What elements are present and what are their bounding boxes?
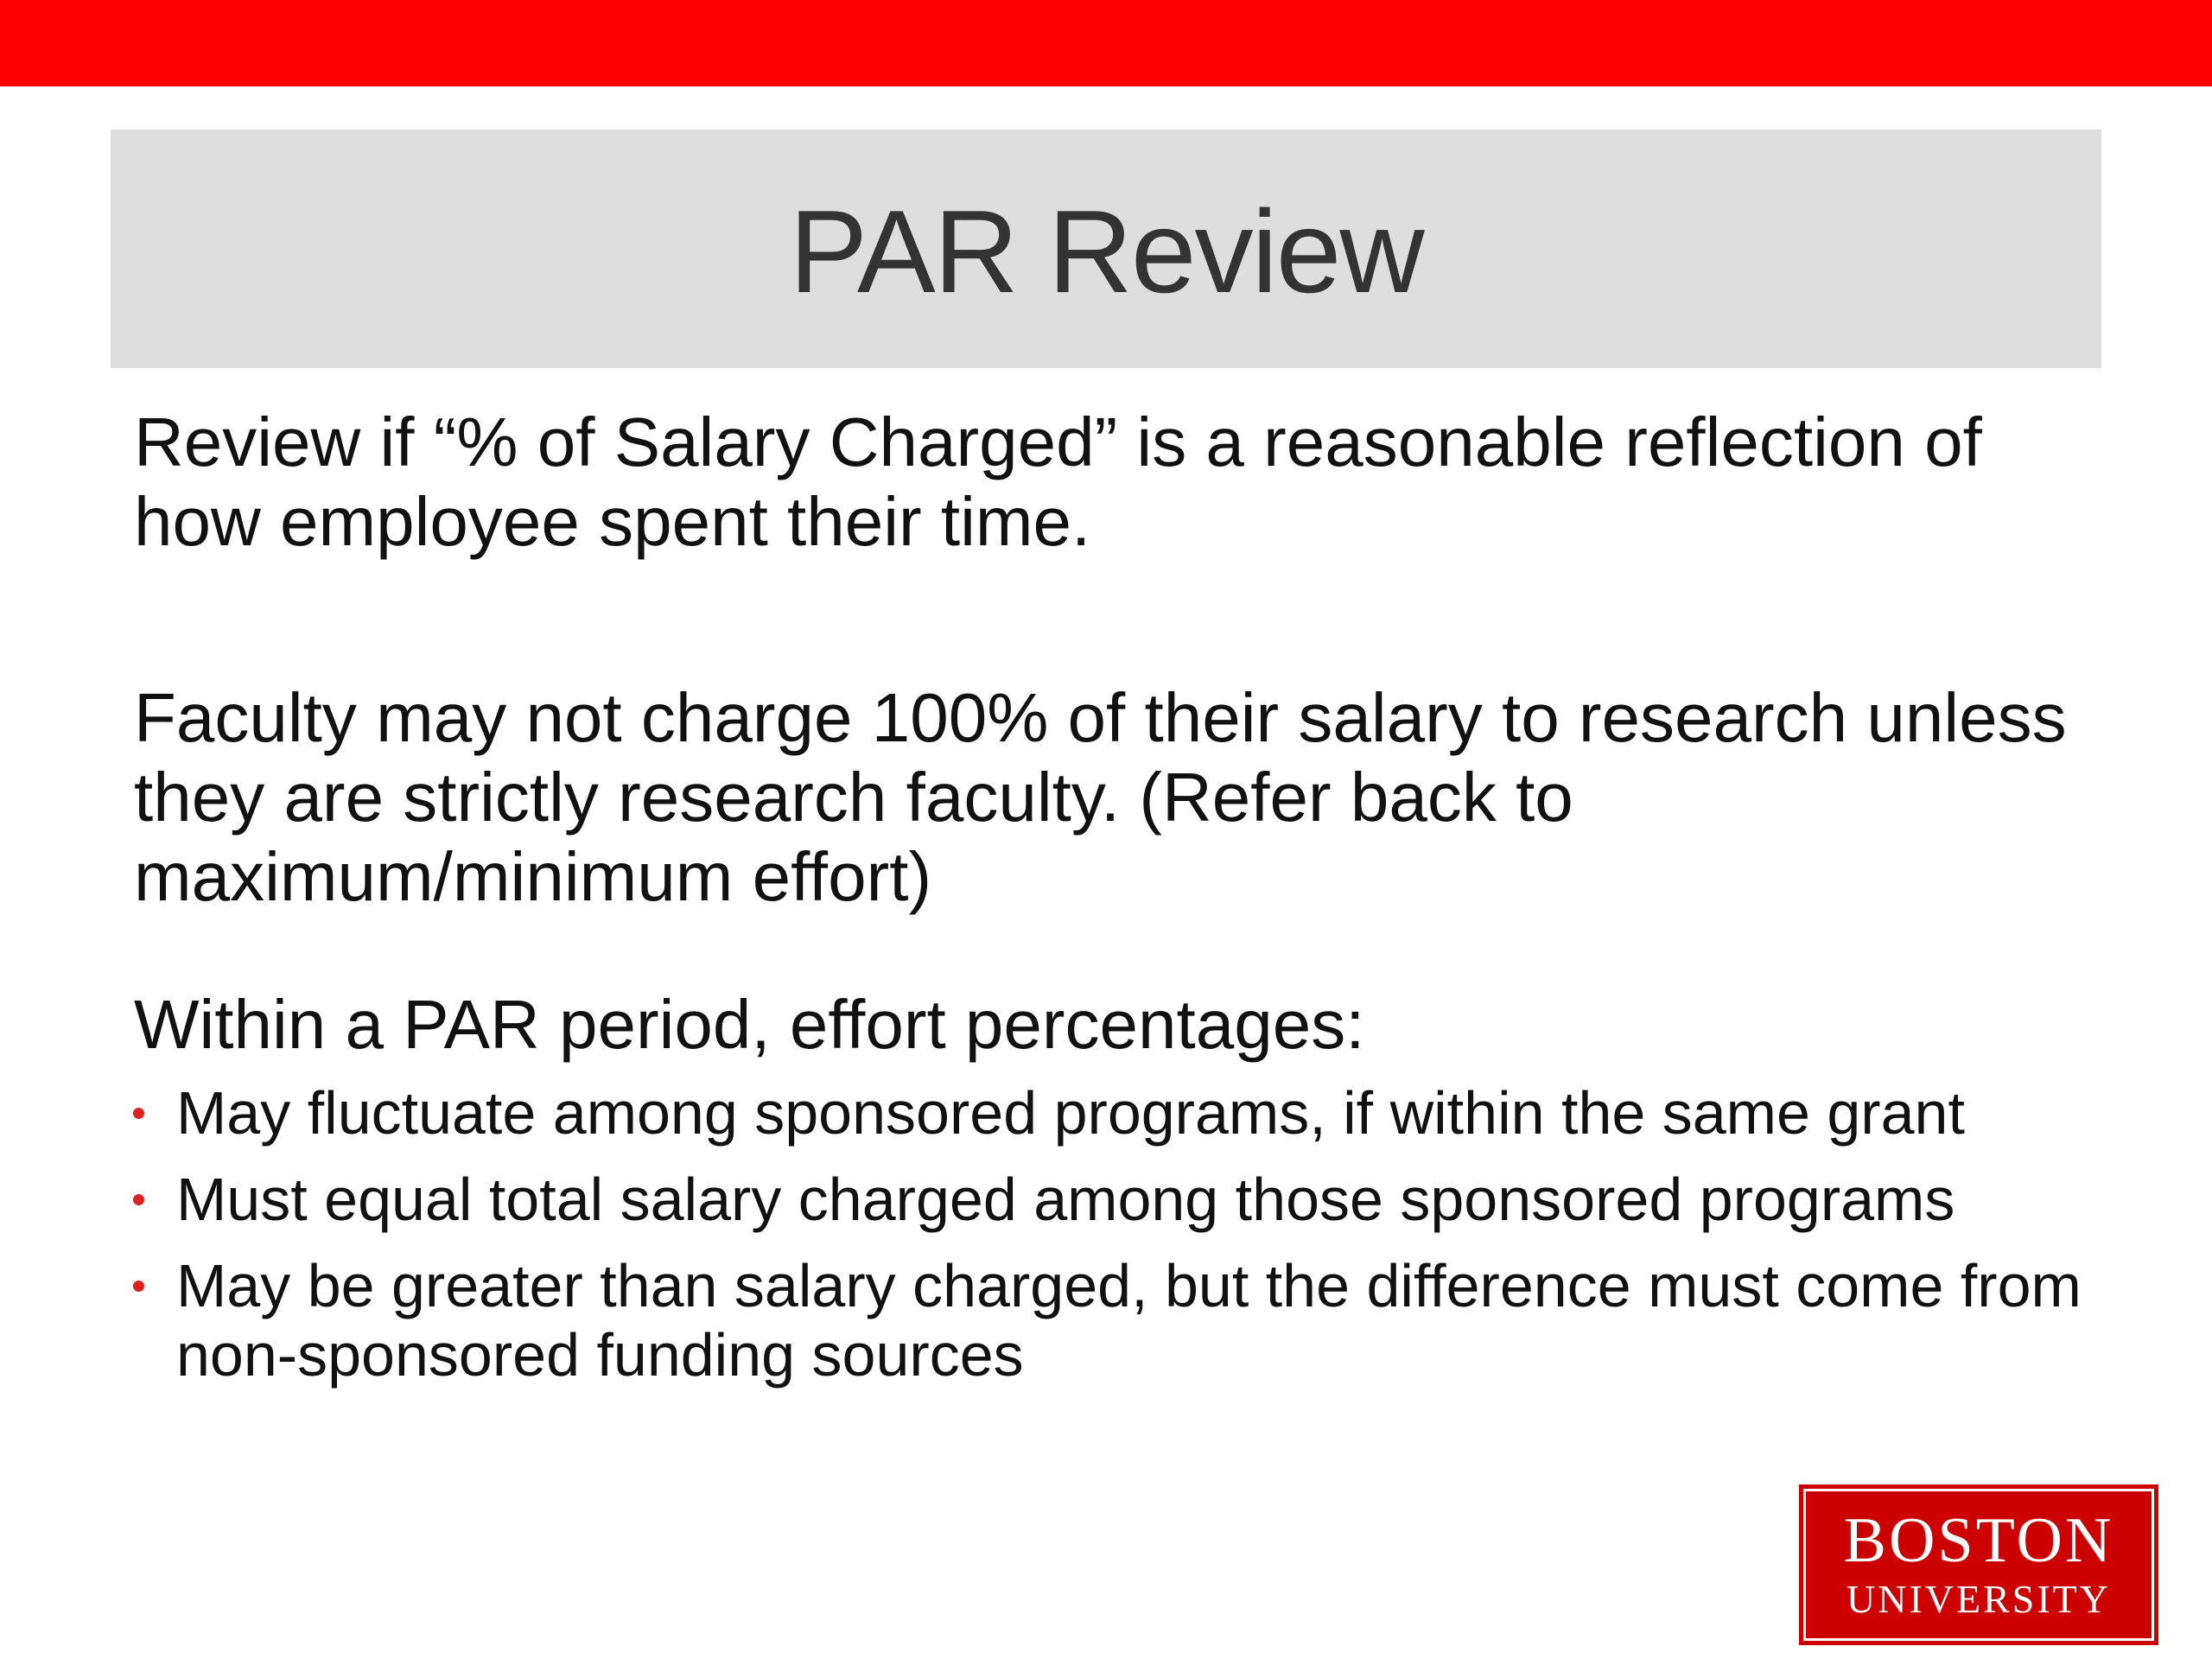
bullet-dot-icon	[133, 1194, 144, 1205]
top-accent-bar	[0, 0, 2212, 86]
bullet-text: May be greater than salary charged, but the difference must come from non-sponsored funding sources	[176, 1252, 2082, 1389]
bullet-text: May fluctuate among sponsored programs, if within the same grant	[176, 1079, 1965, 1147]
logo-line-boston: BOSTON	[1843, 1505, 2114, 1576]
effort-bullet-list	[130, 1078, 2117, 1407]
list-item	[130, 1165, 2117, 1234]
paragraph-effort-intro: Within a PAR period, effort percentages:	[134, 986, 1365, 1063]
bullet-text: Must equal total salary charged among those sponsored programs	[176, 1166, 1955, 1233]
bullet-dot-icon	[133, 1108, 144, 1119]
logo-frame	[1803, 1489, 2154, 1641]
logo-line-university: UNIVERSITY	[1847, 1577, 2111, 1621]
bullet-dot-icon	[133, 1281, 144, 1292]
boston-university-logo	[1799, 1484, 2158, 1645]
paragraph-salary-review: Review if “% of Salary Charged” is a reasonable reflection of how employee spent their time.	[134, 404, 1982, 560]
list-item	[130, 1078, 2117, 1147]
title-band	[111, 130, 2101, 368]
slide-title: PAR Review	[789, 186, 1423, 317]
paragraph-faculty-charge: Faculty may not charge 100% of their salary to research unless they are strictly research faculty. (Refer back to maximum/minimum effort)	[134, 679, 2067, 915]
list-item	[130, 1251, 2117, 1389]
